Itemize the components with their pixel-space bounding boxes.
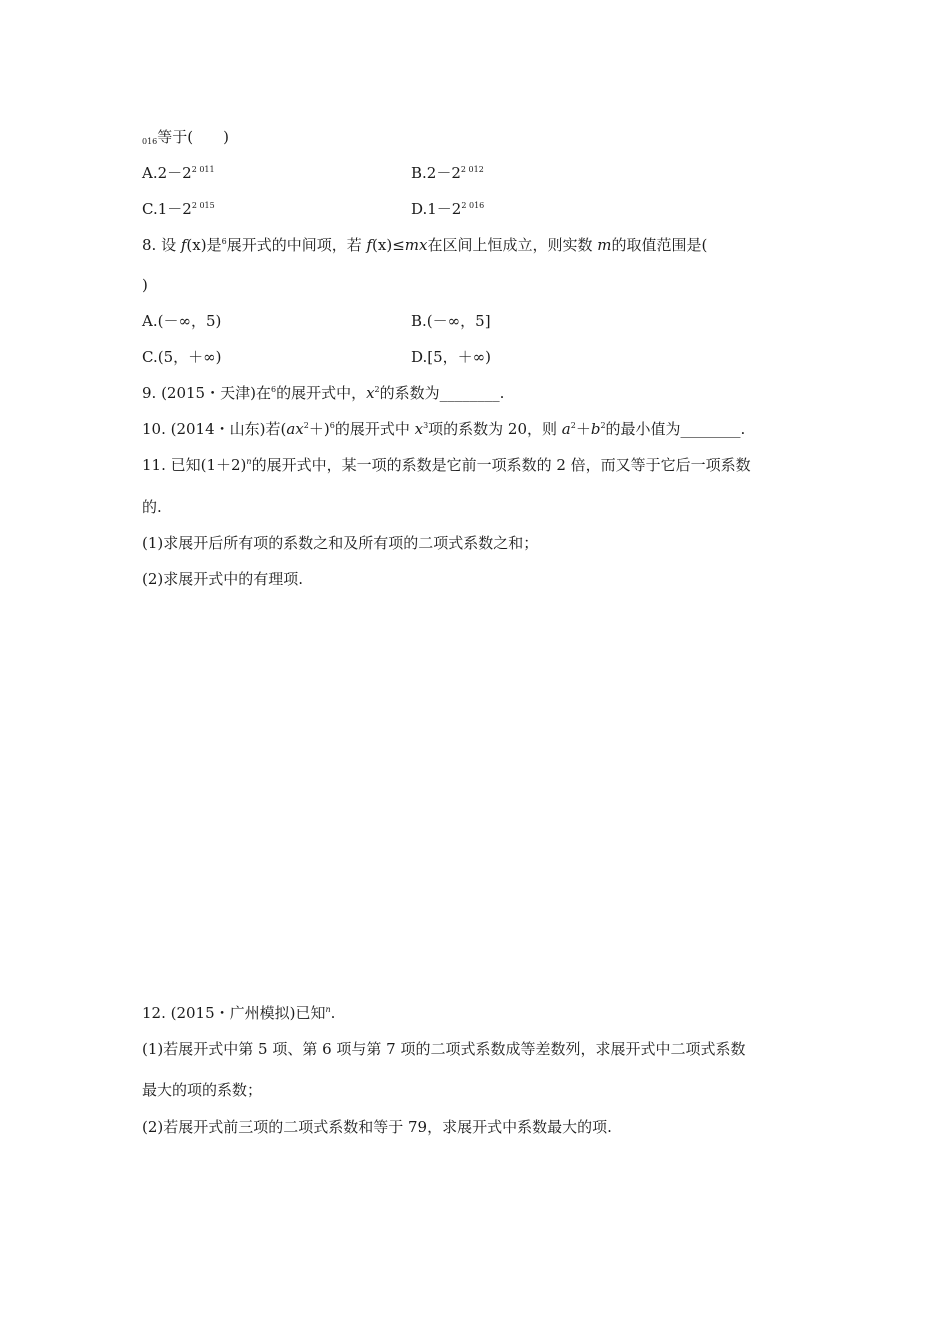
option-text: 2－2	[426, 164, 461, 182]
option-text: (5，＋∞)	[157, 348, 222, 366]
q10-text: ＋)	[308, 420, 330, 438]
option-text: (－∞，5]	[426, 312, 491, 330]
math-var: x	[366, 384, 375, 402]
q9-text: 的系数为________.	[379, 384, 505, 402]
exponent: 2	[570, 421, 576, 430]
q10-text: 的展开式中	[334, 420, 415, 438]
q12-part1-line2: 最大的项的系数；	[142, 1081, 263, 1099]
exponent: 2	[374, 385, 380, 394]
q8-option-c	[142, 347, 221, 367]
math-var: f	[180, 236, 187, 254]
q7-stem-sub: 016	[142, 137, 158, 146]
exponent: 3	[423, 421, 429, 430]
q8-prefix: 8. 设	[142, 236, 181, 254]
q11-part1: (1)求展开后所有项的系数之和及所有项的二项式系数之和；	[142, 534, 539, 552]
math-var: x	[414, 420, 424, 438]
q11-prefix: 11. 已知(1＋2)	[142, 456, 247, 474]
math-var: a	[561, 420, 571, 438]
q8-text: 的取值范围是(	[611, 236, 708, 254]
option-exponent: 2 015	[191, 201, 215, 210]
exponent: 6	[270, 385, 277, 394]
plus-symbol: ＋	[575, 420, 591, 438]
q8-option-a	[142, 311, 221, 331]
math-var: b	[590, 420, 601, 438]
option-text: 2－2	[157, 164, 192, 182]
q11-stem-line1	[142, 455, 751, 475]
leq-symbol: ≤	[392, 236, 405, 254]
q8-stem	[142, 235, 707, 255]
exponent: n	[325, 1005, 331, 1014]
q12-stem	[142, 1003, 335, 1023]
option-label: B.	[411, 164, 427, 182]
q7-stem-text: 等于( )	[157, 128, 229, 146]
q8-text: 在区间上恒成立，则实数	[427, 236, 598, 254]
exponent: 6	[221, 237, 227, 246]
q11-stem-line2: 的.	[142, 498, 162, 516]
q7-option-d	[411, 199, 484, 219]
exponent: n	[246, 457, 252, 466]
q12-part2: (2)若展开式前三项的二项式系数和等于 79，求展开式中系数最大的项.	[142, 1118, 612, 1136]
q7-option-b	[411, 163, 484, 183]
q12-part1-line1: (1)若展开式中第 5 项、第 6 项与第 7 项的二项式系数成等差数列，求展开式中二项式系数	[142, 1040, 746, 1058]
q8-text: 展开式的中间项，若	[226, 236, 367, 254]
q11-text: 的展开式中，某一项的系数是它前一项系数的 2 倍，而又等于它后一项系数	[251, 456, 751, 474]
math-arg: (x)	[372, 236, 393, 254]
q9-prefix: 9. (2015・天津)在	[142, 384, 271, 402]
option-label: D.	[411, 200, 428, 218]
math-var: f	[366, 236, 373, 254]
q8-option-b	[411, 311, 491, 331]
option-exponent: 2 011	[191, 165, 215, 174]
q7-option-a	[142, 163, 215, 183]
option-label: C.	[142, 348, 158, 366]
q8-close-paren: )	[142, 276, 148, 294]
math-var: mx	[404, 236, 428, 254]
option-text: 1－2	[157, 200, 192, 218]
q9-stem	[142, 383, 504, 403]
q10-text: 的最小值为________.	[605, 420, 746, 438]
exponent: 2	[303, 421, 309, 430]
option-text: [5，＋∞)	[427, 348, 492, 366]
q12-text: .	[330, 1004, 336, 1022]
math-var: ax	[286, 420, 304, 438]
q12-prefix: 12. (2015・广州模拟)已知	[142, 1004, 326, 1022]
option-label: A.	[142, 164, 158, 182]
option-label: D.	[411, 348, 428, 366]
q8-text: 是	[206, 236, 222, 254]
q9-text: 的展开式中，	[276, 384, 367, 402]
option-exponent: 2 012	[460, 165, 484, 174]
q10-text: 项的系数为 20，则	[428, 420, 562, 438]
math-arg: (x)	[186, 236, 207, 254]
q11-part2: (2)求展开式中的有理项.	[142, 570, 304, 588]
q10-prefix: 10. (2014・山东)若(	[142, 420, 287, 438]
option-text: 1－2	[427, 200, 462, 218]
option-label: B.	[411, 312, 427, 330]
option-text: (－∞，5)	[157, 312, 222, 330]
option-label: C.	[142, 200, 158, 218]
option-exponent: 2 016	[461, 201, 485, 210]
q8-option-d	[411, 347, 491, 367]
exponent: 6	[329, 421, 335, 430]
exponent: 2	[600, 421, 606, 430]
math-var: m	[597, 236, 612, 254]
q7-option-c	[142, 199, 215, 219]
option-label: A.	[142, 312, 158, 330]
q7-stem	[142, 127, 229, 147]
q10-stem	[142, 419, 745, 439]
